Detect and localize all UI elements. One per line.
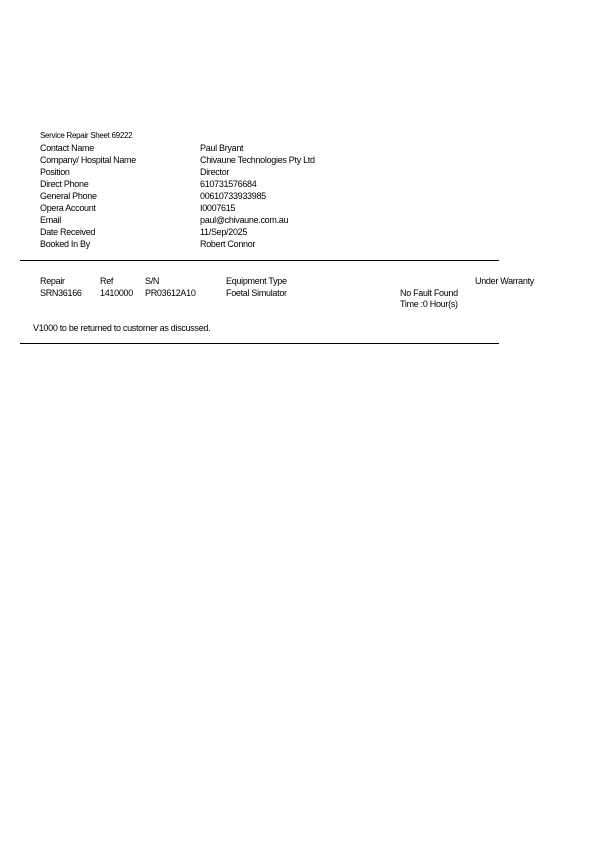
position-label: Position xyxy=(40,167,70,177)
opera-account-value: I0007615 xyxy=(200,203,236,213)
divider-top xyxy=(20,260,499,261)
row-ref: 1410000 xyxy=(100,288,133,298)
date-received-label: Date Received xyxy=(40,227,96,237)
header-repair: Repair xyxy=(40,276,65,286)
header-sn: S/N xyxy=(145,276,160,286)
general-phone-label: General Phone xyxy=(40,191,97,201)
booked-in-by-value: Robert Connor xyxy=(200,239,256,249)
row-equipment-type: Foetal Simulator xyxy=(226,288,287,298)
email-label: Email xyxy=(40,215,62,225)
header-equipment-type: Equipment Type xyxy=(226,276,287,286)
booked-in-by-label: Booked In By xyxy=(40,239,90,249)
row-serial-number: PR03612A10 xyxy=(145,288,196,298)
row-result: No Fault Found xyxy=(400,288,458,298)
row-repair-number: SRN36166 xyxy=(40,288,82,298)
repair-note: V1000 to be returned to customer as discussed. xyxy=(33,323,211,333)
date-received-value: 11/Sep/2025 xyxy=(200,227,248,237)
opera-account-label: Opera Account xyxy=(40,203,96,213)
header-ref: Ref xyxy=(100,276,114,286)
direct-phone-label: Direct Phone xyxy=(40,179,89,189)
company-label: Company/ Hospital Name xyxy=(40,155,136,165)
company-value: Chivaune Technologies Pty Ltd xyxy=(200,155,315,165)
direct-phone-value: 610731576684 xyxy=(200,179,257,189)
email-value: paul@chivaune.com.au xyxy=(200,215,289,225)
sheet-title: Service Repair Sheet 69222 xyxy=(40,131,133,140)
position-value: Director xyxy=(200,167,230,177)
divider-bottom xyxy=(20,343,499,344)
row-time: Time :0 Hour(s) xyxy=(400,299,458,309)
general-phone-value: 00610733933985 xyxy=(200,191,266,201)
contact-name-label: Contact Name xyxy=(40,143,94,153)
header-under-warranty: Under Warranty xyxy=(475,276,534,286)
contact-name-value: Paul Bryant xyxy=(200,143,244,153)
